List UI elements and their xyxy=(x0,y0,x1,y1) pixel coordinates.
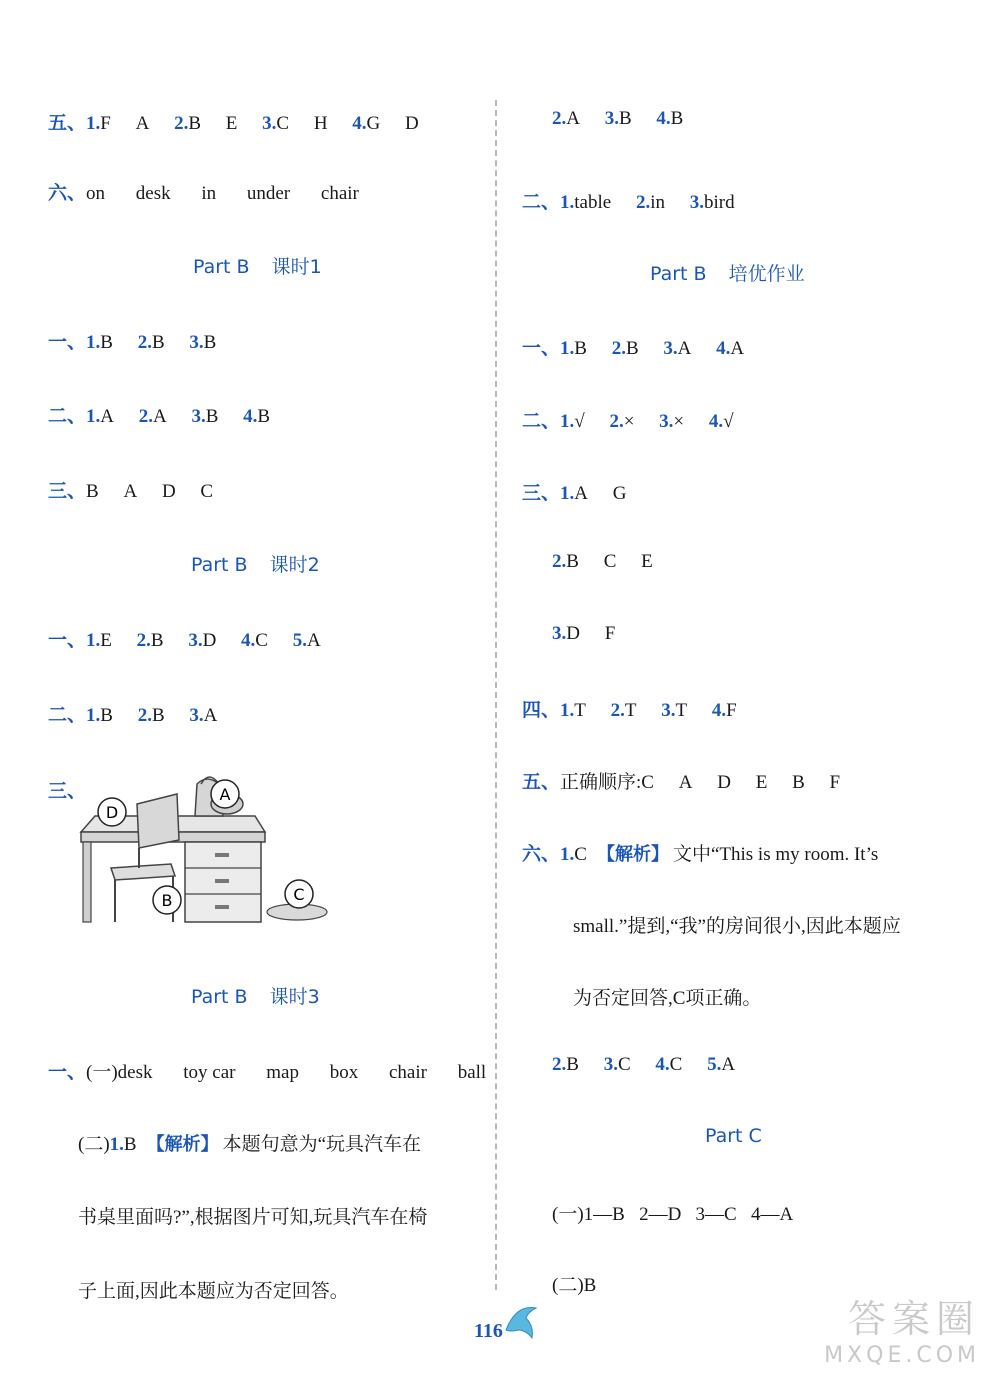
answer-line: 一、1.E 2.B 3.D 4.C 5.A xyxy=(48,630,321,651)
dolphin-icon xyxy=(500,1300,542,1350)
answer-line: 三、B A D C xyxy=(48,481,214,502)
section-heading-part-c: Part C xyxy=(705,1125,762,1147)
answer-line-six: 六、on desk in under chair xyxy=(48,183,359,204)
page-number: 116 xyxy=(474,1320,503,1342)
picture-label-b: B xyxy=(161,891,173,910)
answer-line: 2.A 3.B 4.B xyxy=(552,108,684,129)
column-divider xyxy=(495,100,497,1290)
answer-line: 3.D F xyxy=(552,623,616,644)
analysis-line: 书桌里面吗?”,根据图片可知,玩具汽车在椅 xyxy=(78,1207,428,1228)
answer-line: 一、1.B 2.B 3.A 4.A xyxy=(522,338,745,359)
analysis-line: (二)1.B 【解析】 本题句意为“玩具汽车在 xyxy=(78,1134,422,1155)
section-heading-part-b-lesson-2: Part B 课时2 xyxy=(191,554,320,576)
picture-label-c: C xyxy=(293,885,305,904)
answer-line: 一、(一)desk toy car map box chair ball xyxy=(48,1062,487,1083)
analysis-line: 为否定回答,C项正确。 xyxy=(573,988,762,1009)
picture-label-a: A xyxy=(219,785,231,804)
answer-line: 2.B C E xyxy=(552,551,653,572)
answer-line: (一)1—B 2—D 3—C 4—A xyxy=(552,1204,794,1225)
watermark: 答案圈 MXQE.COM xyxy=(824,1297,980,1368)
answer-line: 五、正确顺序:C A D E B F xyxy=(522,772,841,793)
answer-line: 一、1.B 2.B 3.B xyxy=(48,332,217,353)
analysis-line: 六、1.C 【解析】 文中“This is my room. It’s xyxy=(522,844,879,865)
section-heading-part-b-lesson-3: Part B 课时3 xyxy=(191,986,320,1008)
desk-chair-illustration xyxy=(75,776,335,931)
analysis-line: 子上面,因此本题应为否定回答。 xyxy=(78,1281,349,1302)
answer-line-five: 五、1.F A 2.B E 3.C H 4.G D xyxy=(48,113,419,134)
answer-line: 三、1.A G xyxy=(522,483,627,504)
section-heading-part-b-lesson-1: Part B 课时1 xyxy=(193,256,322,278)
answer-line: (二)B xyxy=(552,1275,597,1296)
answer-line: 二、1.√ 2.× 3.× 4.√ xyxy=(522,411,734,432)
section-heading-part-b-advanced: Part B 培优作业 xyxy=(650,263,805,285)
answer-line: 四、1.T 2.T 3.T 4.F xyxy=(522,700,737,721)
answer-line: 二、1.A 2.A 3.B 4.B xyxy=(48,406,271,427)
answer-line: 2.B 3.C 4.C 5.A xyxy=(552,1054,736,1075)
answer-line: 二、1.B 2.B 3.A xyxy=(48,705,218,726)
picture-label-d: D xyxy=(105,803,119,822)
answer-line-picture-label: 三、 xyxy=(48,781,87,802)
analysis-line: small.”提到,“我”的房间很小,因此本题应 xyxy=(573,916,901,937)
answer-line: 二、1.table 2.in 3.bird xyxy=(522,192,735,213)
